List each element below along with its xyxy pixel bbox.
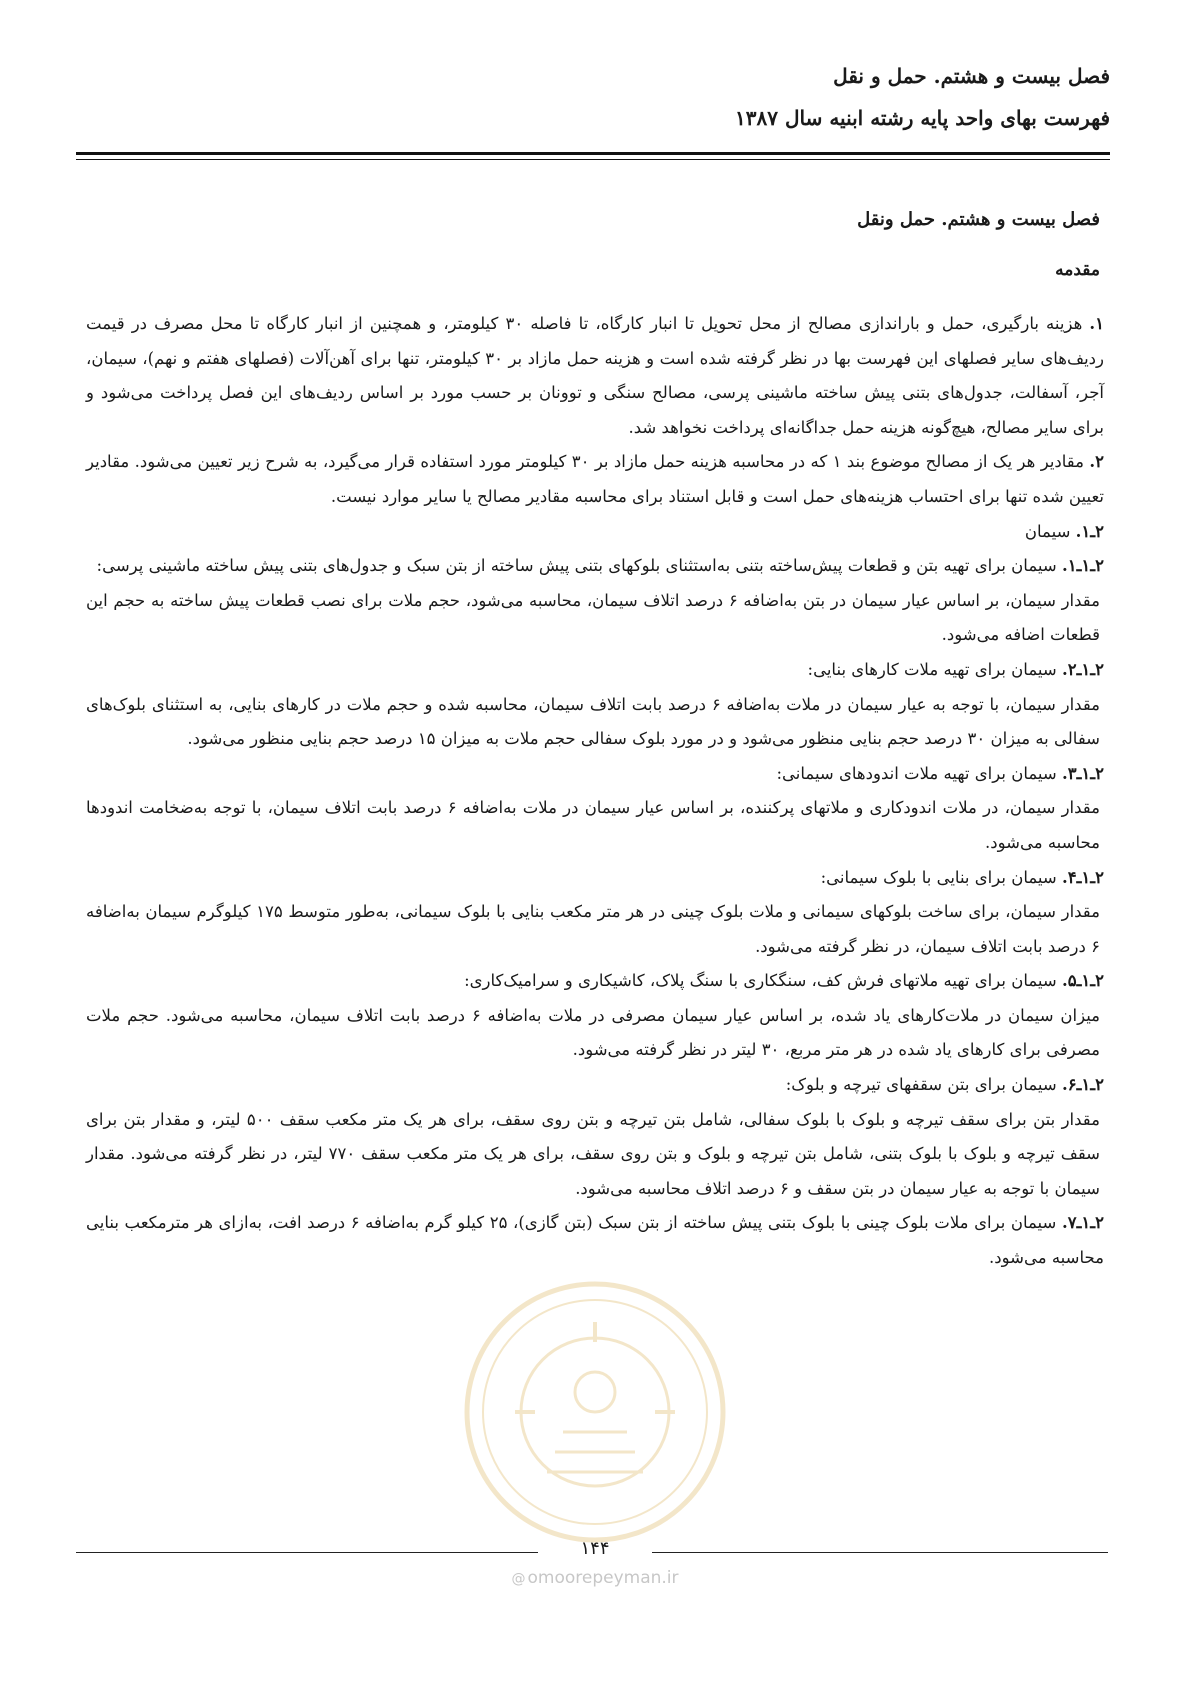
header-chapter-title: فصل بیست و هشتم. حمل و نقل bbox=[833, 64, 1110, 88]
paragraph-1 bbox=[86, 307, 1104, 445]
intro-title: مقدمه bbox=[1055, 260, 1100, 280]
paragraph-1-number: ۱. bbox=[1089, 314, 1104, 333]
item-2-1-7-heading bbox=[86, 1206, 1104, 1275]
item-2-1-6-heading bbox=[86, 1068, 1104, 1103]
item-2-1-2-body: مقدار سیمان، با توجه به عیار سیمان در ملات به‌اضافه ۶ درصد بابت اتلاف سیمان، محاسبه شده و حجم ملات در کارهای بنایی، به استثنای بلوک‌های سفالی به میزان ۳۰ درصد حجم بنایی منظور می‌شود و در مورد بلوک سفالی حجم ملات به میزان ۱۵ درصد حجم بنایی منظور می‌شود. bbox=[86, 694, 1101, 749]
item-title: سیمان برای بنایی با بلوک سیمانی: bbox=[820, 867, 1057, 887]
item-2-1-3-heading bbox=[86, 757, 1104, 792]
paragraph-2 bbox=[86, 445, 1104, 514]
item-2-1-1-heading bbox=[86, 549, 1104, 584]
item-2-1-5-heading bbox=[86, 964, 1104, 999]
watermark-seal bbox=[455, 1262, 735, 1552]
item-number: ۲ـ۱ـ۲. bbox=[1061, 659, 1104, 679]
item-2-1-4-heading bbox=[86, 861, 1104, 896]
header-divider-thick bbox=[76, 152, 1110, 155]
paragraph-2-text: مقادیر هر یک از مصالح موضوع بند ۱ که در محاسبه هزینه حمل مازاد بر ۳۰ کیلومتر مورد استفاده قرار می‌گیرد، به شرح زیر تعیین می‌شود. مقادیر تعیین شده تنها برای احتساب هزینه‌های حمل است و قابل استناد برای محاسبه مقادیر مصالح یا سایر موارد نیست. bbox=[86, 452, 1104, 506]
item-number: ۲ـ۱ـ۷. bbox=[1061, 1213, 1104, 1233]
item-title: سیمان برای تهیه بتن و قطعات پیش‌ساخته بتنی به‌استثنای بلوکهای بتنی پیش ساخته از بتن سبک و جدول‌های بتنی پیش ساخته ماشینی پرسی: bbox=[96, 556, 1057, 576]
website-text: omoorepeyman.ir bbox=[527, 1568, 679, 1588]
footer-rule-right bbox=[652, 1552, 1108, 1553]
item-2-1-1-body: مقدار سیمان، بر اساس عیار سیمان در بتن به‌اضافه ۶ درصد اتلاف سیمان، محاسبه می‌شود، حجم ملات برای نصب قطعات پیش ساخته به حجم این قطعات اضافه می‌شود. bbox=[86, 590, 1100, 645]
page-content bbox=[86, 205, 1104, 1276]
item-2-1-5-body: میزان سیمان در ملات‌کارهای یاد شده، بر اساس عیار سیمان مصرفی در ملات به‌اضافه ۶ درصد بابت اتلاف سیمان، محاسبه می‌شود. حجم ملات مصرفی برای کارهای یاد شده در هر متر مربع، ۳۰ لیتر در نظر گرفته می‌شود. bbox=[86, 1005, 1101, 1060]
section-2-1-title: سیمان bbox=[1024, 521, 1071, 541]
section-2-1-heading bbox=[86, 515, 1104, 550]
at-sign-icon: @ bbox=[511, 1571, 526, 1587]
footer-website bbox=[460, 1568, 730, 1588]
item-number: ۲ـ۱ـ۶. bbox=[1061, 1075, 1104, 1095]
item-2-1-4-body: مقدار سیمان، برای ساخت بلوکهای سیمانی و ملات بلوک چینی در هر متر مکعب بنایی با بلوک سیمانی، به‌طور متوسط ۱۷۵ کیلوگرم سیمان به‌اضافه ۶ درصد بابت اتلاف سیمان، در نظر گرفته می‌شود. bbox=[86, 902, 1100, 956]
paragraph-1-text: هزینه بارگیری، حمل و باراندازی مصالح از محل تحویل تا انبار کارگاه، تا فاصله ۳۰ کیلومتر، و همچنین از انبار کارگاه تا محل مصرف در قیمت ردیف‌های سایر فصلهای این فهرست بها در نظر گرفته شده است و هزینه حمل مازاد بر ۳۰ کیلومتر، تنها برای آهن‌آلات (فصلهای هفتم و نهم)، سیمان، آجر، آسفالت، جدول‌های بتنی پیش ساخته ماشینی پرسی، مصالح سنگی و توونان بر حسب مورد بر اساس ردیف‌های این فصل پرداخت می‌شود و برای سایر مصالح، هیچ‌گونه هزینه حمل جداگانه‌ای پرداخت نخواهد شد. bbox=[86, 314, 1104, 437]
item-title: سیمان برای ملات بلوک چینی با بلوک بتنی پیش ساخته از بتن سبک (بتن گازی)، ۲۵ کیلو گرم به‌اضافه ۶ درصد افت، به‌ازای هر مترمکعب بنایی محاسبه می‌شود. bbox=[86, 1213, 1104, 1268]
chapter-title: فصل بیست و هشتم. حمل ونقل bbox=[857, 209, 1100, 230]
item-title: سیمان برای بتن سقفهای تیرچه و بلوک: bbox=[785, 1075, 1057, 1095]
item-2-1-6-body: مقدار بتن برای سقف تیرچه و بلوک با بلوک سفالی، شامل بتن تیرچه و بتن روی سقف، برای هر یک متر مکعب سقف ۵۰۰ لیتر، و مقدار بتن برای سقف تیرچه و بلوک با بلوک بتنی، شامل بتن تیرچه و بلوک و بتن روی سقف، برای هر یک متر مکعب سقف ۷۷۰ لیتر، در نظر گرفته می‌شود. مقدار سیمان با توجه به عیار سیمان در بتن سقف و ۶ درصد اتلاف محاسبه می‌شود. bbox=[86, 1109, 1100, 1198]
item-title: سیمان برای تهیه ملاتهای فرش کف، سنگکاری با سنگ پلاک، کاشیکاری و سرامیک‌کاری: bbox=[464, 971, 1057, 991]
footer-rule-left bbox=[76, 1552, 538, 1553]
item-title: سیمان برای تهیه ملات کارهای بنایی: bbox=[807, 659, 1057, 679]
page-number: ۱۴۴ bbox=[580, 1538, 610, 1559]
item-2-1-3-body: مقدار سیمان، در ملات اندودکاری و ملاتهای پرکننده، بر اساس عیار سیمان در ملات به‌اضافه ۶ درصد بابت اتلاف سیمان، با توجه به‌ضخامت اندودها محاسبه می‌شود. bbox=[86, 798, 1100, 852]
item-number: ۲ـ۱ـ۱. bbox=[1061, 556, 1104, 576]
item-number: ۲ـ۱ـ۵. bbox=[1061, 971, 1104, 991]
header-book-title: فهرست بهای واحد پایه رشته ابنیه سال ۱۳۸۷ bbox=[735, 106, 1110, 130]
item-title: سیمان برای تهیه ملات اندودهای سیمانی: bbox=[776, 763, 1057, 783]
section-2-1-number: ۲ـ۱. bbox=[1075, 521, 1104, 541]
item-2-1-2-heading bbox=[86, 653, 1104, 688]
header-divider-thin bbox=[76, 159, 1110, 160]
item-number: ۲ـ۱ـ۴. bbox=[1061, 867, 1104, 887]
paragraph-2-number: ۲. bbox=[1089, 452, 1105, 472]
item-number: ۲ـ۱ـ۳. bbox=[1061, 763, 1104, 783]
